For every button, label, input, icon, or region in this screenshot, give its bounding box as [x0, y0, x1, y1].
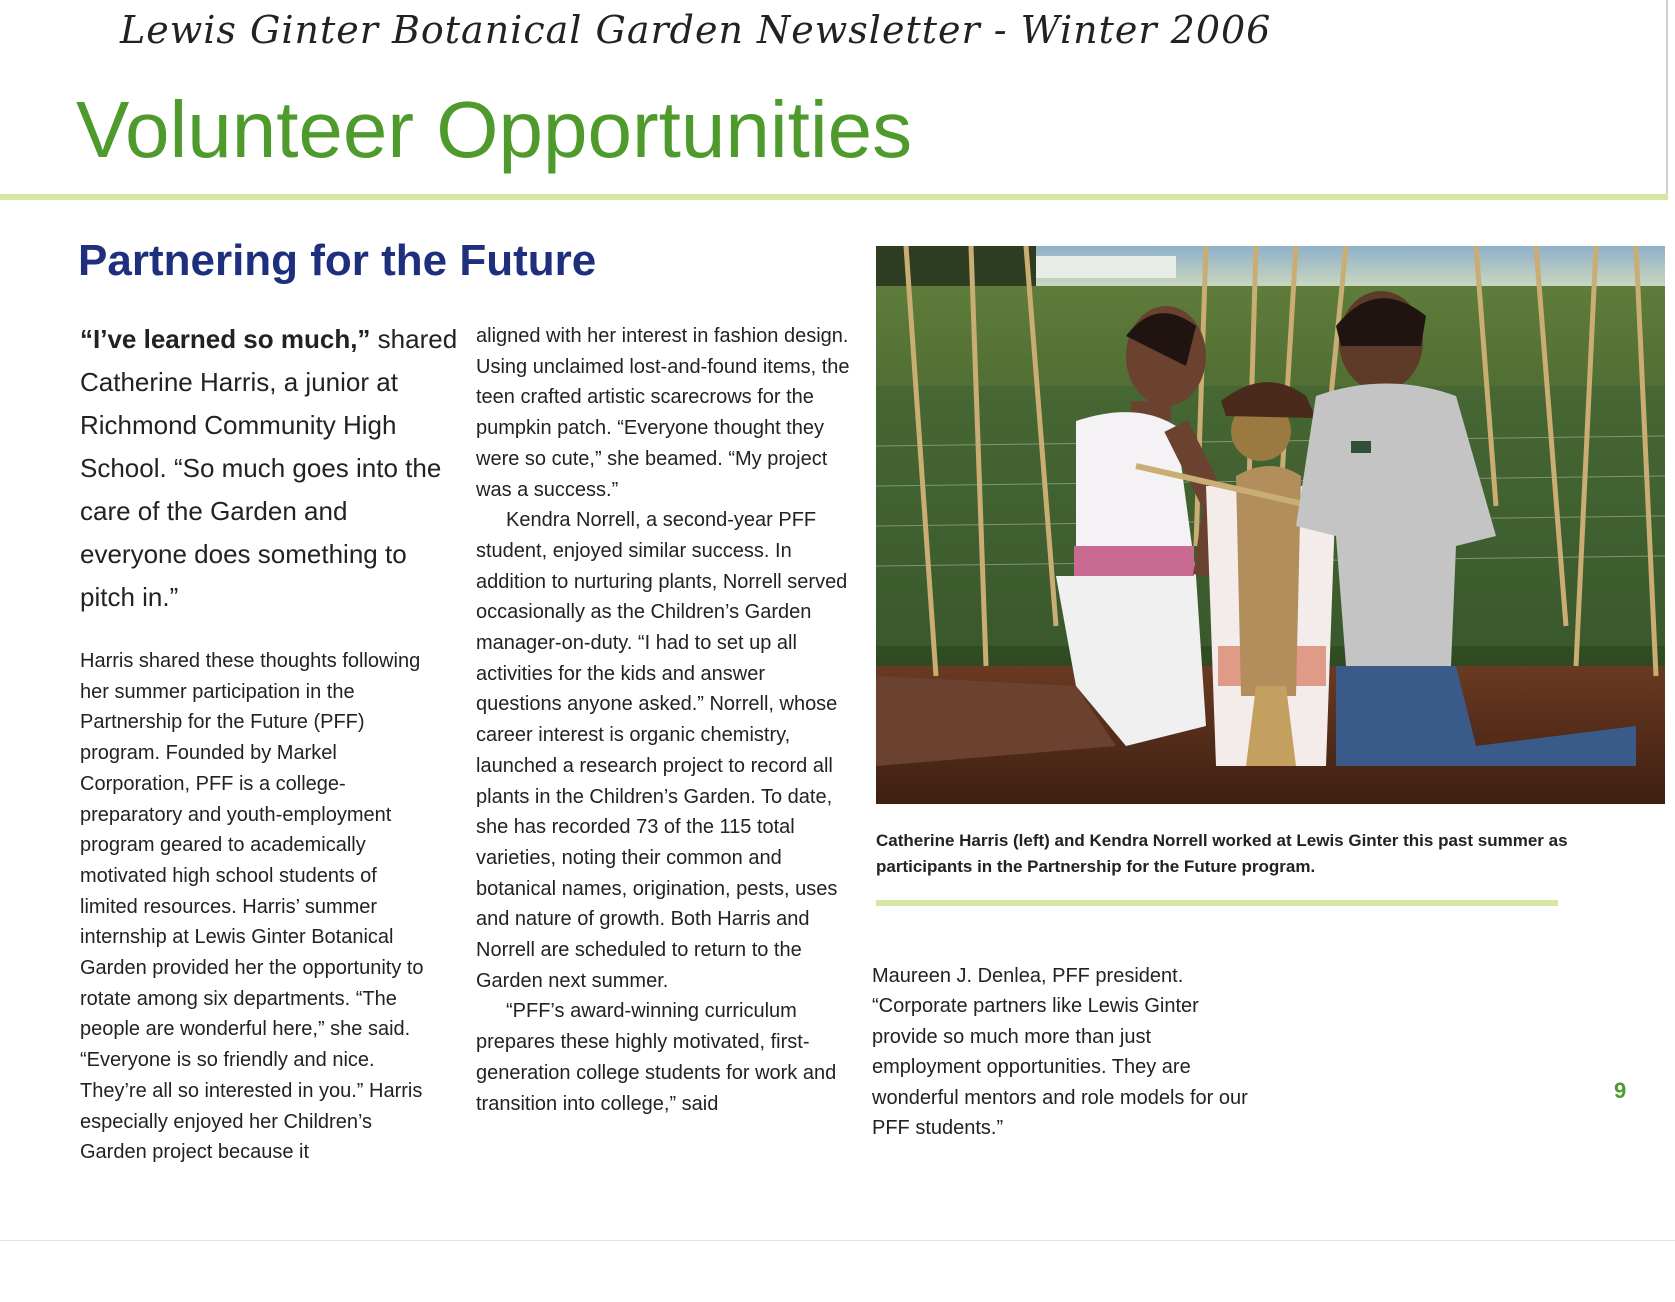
- column2-paragraph-1: aligned with her interest in fashion design. Using unclaimed lost-and-found items, the teen crafted artistic scarecrows for the pumpkin patch. “Everyone thought they were so cute,” she beamed. “My project was a success.”: [476, 325, 850, 501]
- article-column-2: [476, 321, 851, 1119]
- article-photo: [876, 246, 1665, 804]
- photo-caption: Catherine Harris (left) and Kendra Norrell worked at Lewis Ginter this past summer as participants in the Partnership for the Future program.: [876, 831, 1568, 876]
- article-column-3: [872, 961, 1252, 1143]
- page-number: 9: [1614, 1078, 1627, 1103]
- column1-paragraph: Harris shared these thoughts following her summer participation in the Partnership for the Future (PFF) program. Founded by Markel Corporation, PFF is a college-preparatory and youth-employment program geared to academically motivated high school students of limited resources. Harris’ summer internship at Lewis Ginter Botanical Garden provided her the opportunity to rotate among six departments. “The people are wonderful here,” she said. “Everyone is so friendly and nice. They’re all so interested in you.” Harris especially enjoyed her Children’s Garden project because it: [80, 650, 424, 1164]
- section-title: Volunteer Opportunities: [76, 85, 913, 174]
- column2-paragraph-2: Kendra Norrell, a second-year PFF student, enjoyed similar success. In addition to nurturing plants, Norrell served occasionally as the Children’s Garden manager-on-duty. “I had to set up all activities for the kids and answer questions anyone asked.” Norrell, whose career interest is organic chemistry, launched a research project to record all plants in the Children’s Garden. To date, she has recorded 73 of the 115 total varieties, noting their common and botanical names, origination, pests, uses and nature of growth. Both Harris and Norrell are scheduled to return to the Garden next summer.: [476, 509, 848, 992]
- article-headline: Partnering for the Future: [78, 236, 597, 285]
- column3-paragraph: Maureen J. Denlea, PFF president. “Corporate partners like Lewis Ginter provide so much more than just employment opportunities. They are wonderful mentors and role models for our PFF students.”: [872, 965, 1248, 1140]
- caption-rule: [876, 900, 1558, 906]
- header-rule: [0, 194, 1668, 200]
- bottom-rule: [0, 1240, 1675, 1241]
- lead-quote-rest: shared Catherine Harris, a junior at Richmond Community High School. “So much goes into the care of the Garden and everyone does something to pitch in.”: [80, 324, 458, 612]
- article-column-1: [80, 646, 440, 1168]
- lead-quote: [80, 318, 460, 619]
- photo-illustration: [876, 246, 1665, 804]
- column2-paragraph-3: “PFF’s award-winning curriculum prepares these highly motivated, first-generation college students for work and transition into college,” said: [476, 1000, 837, 1115]
- lead-quote-strong: “I’ve learned so much,”: [80, 324, 371, 354]
- handwritten-note: Lewis Ginter Botanical Garden Newsletter - Winter 2006: [120, 8, 1272, 52]
